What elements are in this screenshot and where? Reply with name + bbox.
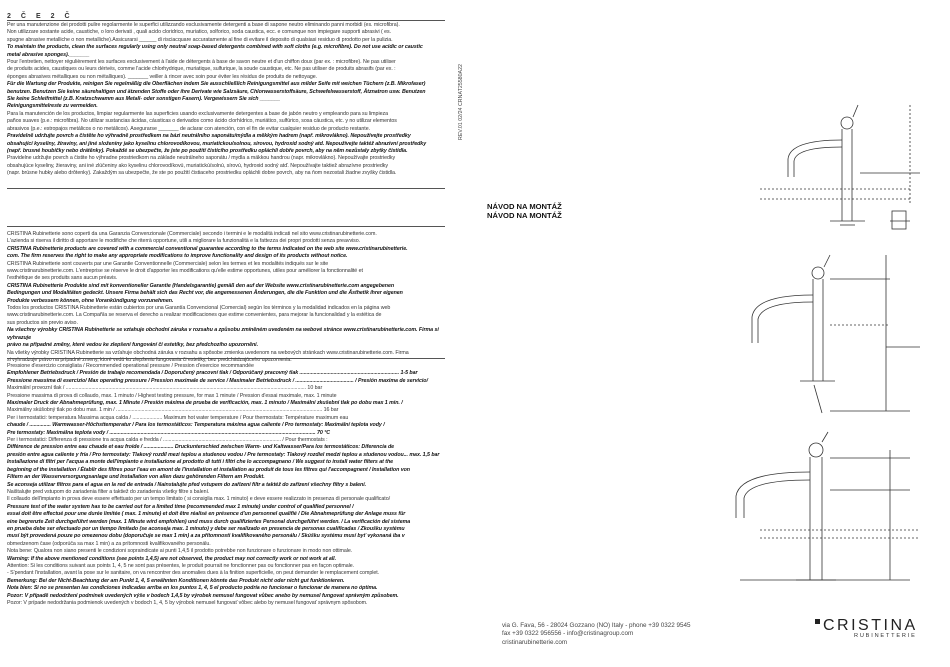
text-line: essai doit être effectué pour une durée limitée ( max. 1 minute) et doit être réalisé en présence d'un personnel qualifié / Die Abnahmeprüfung der Anlage muss für	[7, 511, 406, 518]
text-line: Bemerkung: Bei der Nicht-Beachtung der am Punkt 1, 4, 5 erwähnten Konditionen könnte das Produkt nicht oder nicht gut funktionieren.	[7, 577, 345, 584]
text-line: metal abrasive sponges)._______	[7, 51, 90, 58]
text-line: Pressure test of the water system has to be carried out for a limited time (recommended max 1 minute) under control of qualified personnel /	[7, 503, 354, 510]
revision-code: REV.01 02/24 CRNAT25580A22	[458, 64, 464, 140]
text-line: Se aconseja utilizar filtros para el agua en la red de entrada / Nainstalujte před vstupem do zařízení filtr a taktéž do zařízení všechny filtry s balení.	[7, 481, 367, 488]
specs-section	[7, 363, 445, 607]
text-line: Na všetky výrobky CRISTINA Rubinetterie sa vzťahuje obchodná záruka v rozsahu a spôsobe zmienka uvedenom na webových stránkach www.cristinarubinetterie.com. Firma	[7, 349, 409, 356]
fax-email-line: fax +39 0322 956556 - info@cristinagroup.com	[502, 630, 634, 638]
text-line: Maximální provozní tlak / ......................................................................................................................................................................... 10 bar	[7, 385, 323, 392]
text-line: obmedzenom čase (odporúča sa max 1 min) a za prítomnosti kvalifikovaného personálu.	[7, 540, 211, 547]
divider	[7, 188, 445, 189]
text-line: sus productos sin previo aviso.	[7, 319, 78, 326]
divider	[7, 226, 445, 227]
faucet-drawing-1	[760, 105, 920, 229]
header-mark: 2	[7, 13, 13, 20]
text-line: právo na případné změny, které vedou ke zlepšení fungování či estetiky, bez předchozího upozornění.	[7, 342, 259, 349]
text-line: Pour l'entretien, nettoyer régulièrement les surfaces exclusivement à l'aide de détergents à base de savon neutre et d'un chiffon doux (par ex. : microfibre). Ne pas utiliser	[7, 59, 396, 66]
text-line: CRISTINA Rubinetterie sont couverts par une Garantie Conventionnelle (Commerciale) selon les termes et les modalités indiqués sur le site	[7, 260, 329, 267]
title-line: NÁVOD NA MONTÁŽ	[487, 202, 562, 211]
text-line: presión entre agua caliente y fría / Pro termostaty: Tlakový rozdíl mezi teplou a studenou vodou / Pre termostaty: Tlakový rozdiel medzi teplou a studenou vodou... max. 1,5 bar	[7, 451, 440, 458]
maintenance-section	[7, 22, 445, 178]
text-line: obsahující kyseliny, žíraviny, ani jiné složeniny jako kyselinu chlorovodíkovou, muriatickou/solnou, sírovou, hydroxid sodný atd. Nepoužívejte taktéž abrazivní prostředky	[7, 140, 427, 147]
text-line: - S'pendant l'installation, avant la pose sur le sanitaire, on va rencontrer des anomalies dues à la finition superficielle, on peut demander le remplacement complet.	[7, 570, 380, 577]
text-line: Per i termostatici: temperatura Massima acqua calda / ..................... Maximum hot water temperature / Pour thermostats: Température maximum eau	[7, 414, 349, 421]
text-line: Produkte verbessern können, ohne Vorankündigung vorzunehmen.	[7, 297, 174, 304]
header-mark: 2	[50, 13, 57, 20]
divider	[7, 358, 445, 359]
header-mark: E	[35, 13, 43, 20]
text-line: Pravidelně udržujte povrch a čistěte ho výhradně prostředkem na bázi neutrálního saponátu/mýdla a měkkým hadrem (např. mikrovlákno). Nepoužívejte prostředky	[7, 133, 411, 140]
text-line: Para la manutención de los productos, limpiar regularmente las superficies usando exclusivamente detergentes a base de jabón neutro y empleando para su limpieza	[7, 110, 388, 117]
text-line: spugne abrasive metalliche o non metalliche).Assicurarsi ______ di risciacquare accuratamente al fine di evitare il deposito di qualsiasi residuo di prodotto per la pulizia.	[7, 36, 393, 43]
text-line: L'azienda si riserva il diritto di apportare le modifiche che riterrà opportune, utili a migliorare la funzionalità e la fattezza dei propri prodotti senza preavviso.	[7, 238, 361, 245]
faucet-drawing-2	[752, 255, 920, 413]
text-line: Bedingungen und Modalitäten gedeckt. Unsere Firma behält sich das Recht vor, die angemessenen Änderungen, die die Funktion und die Ästhetik ihrer eigenen	[7, 290, 403, 297]
text-line: Todos los productos CRISTINA Rubinetterie están cubiertos por una Garantía Convencional (Comercial) según los términos y la modalidad indicados en la página web	[7, 305, 391, 312]
address-line: via G. Fava, 56 - 28024 Gozzano (NO) Italy - phone +39 0322 9545	[502, 622, 691, 629]
text-line: www.cristinarubinetterie.com. L'entreprise se réserve le droit d'apporter les modifications qu'elle estime opportunes, utiles pour améliorer la fonctionnalité et	[7, 268, 363, 275]
text-line: Für die Wartung der Produkte, reinigen Sie regelmäßig die Oberflächen indem Sie ausschließlich Reinigungsmittel aus milder Seife mit weichen Tüchern (z.B. Mikrofaser)	[7, 81, 426, 88]
text-line: Pre termostaty: Maximálna teplota vody / ................................................................................................................................................. 70 °C	[7, 429, 331, 436]
text-line: Filtern an der Wasserversorgungsanlage und Installation von allen dazu gehörenden Filtern am Produkt.	[7, 474, 265, 481]
text-line: l'esthétique de ses produits sans aucun préavis.	[7, 275, 118, 282]
text-line: CRISTINA Rubinetterie sono coperti da una Garanzia Convenzionale (Commerciale) secondo i termini e le modalità indicati nel sito www.cristinarubinetterie.com.	[7, 231, 377, 237]
text-line: Na všechny výrobky CRISTINA Rubinetterie se vztahuje obchodní záruka v rozsahu a způsobu zmíněném uvedeném na webové stránce www.cristinarubinetterie.com. Firma si vyhrazuje	[7, 327, 439, 341]
text-line: beginning of the installation / Établir des filtres pour l'eau en amont de l'installation et installation au produit de tous les filtres qui l'accompagnent / Installation von	[7, 466, 410, 473]
text-line: www.cristinarubinetterie.com. La Compañía se reserva el derecho a realizar modificaciones que estime convenientes, para mejorar la funcionalidad y la estética de	[7, 312, 382, 319]
contact-info	[502, 622, 691, 647]
title-line: NÁVOD NA MONTÁŽ	[487, 211, 562, 220]
text-line: paños suaves (p.e.: microfibra). No utilizar sustancias ácidas, cáusticas o derivados como ácido clorhídrico, muriático, sulfúrico, sosa cáustica, etc. y no utilizar elementos	[7, 118, 397, 125]
text-line: musí být provedená pouze po omezenou dobu (doporučuje se max 1 min) a za přítomnosti kvalifikovaného personálu / Skúšku systému musí byť vykonaná iba v	[7, 533, 405, 540]
text-line: si vyhradzuje právo na prípadné zmeny, ktoré vedú ku zlepšeniu fungovania či estetiky, bez predchádzajúceho upozornenia.	[7, 356, 292, 363]
website-line: cristinarubinetterie.com	[502, 638, 568, 646]
text-line: Installazione di filtri per l'acqua a monte dell'impianto e installazione al prodotto di tutti i filtri che lo accompagnano / We suggest to install water filters at the	[7, 459, 394, 466]
header-mark: Č	[20, 13, 28, 20]
text-line: Il collaudo dell'impianto in prova deve essere effettuato per un tempo limitato ( si consiglia max. 1 minuto) e deve essere realizzato in presenza di personale qualificato/	[7, 496, 391, 503]
text-line: abrasivos (p.e.: estropajos metálicos o no metálicos). Asegurarse _______ de aclarar con atención, con el fin de evitar cualquier residuo de producto restante.	[7, 125, 371, 132]
text-line: Maximálny skúšobný tlak po dobu max. 1 min / ................................................................................................................................................. 16 bar	[7, 407, 339, 414]
text-line: Pressione d'esercizio consigliata / Recommended operational pressure / Pression d'exercice recommandée	[7, 363, 254, 369]
brand-logo	[815, 617, 918, 639]
text-line: chaude / ............... Warmwasser-Höchsttemperatur / Para los termostáticos: Temperatura máxima agua caliente / Pro termostaty: Maximální teplota vody /	[7, 422, 385, 429]
text-line: Attention: Si les conditions suivant aux points 1, 4, 5 ne sont pas présentes, le produit pourrait ne fonctionner pas ou fonctionner pas en façon optimale.	[7, 562, 355, 569]
text-line: Sie keine Schleifmittel (z.B. Kratzschwamm aus Metall- oder sonstigen Fasern). Vergewissern Sie sich _______	[7, 96, 281, 103]
text-line: CRISTINA Rubinetterie products are covered with a commercial conventional guarantee according to the terms indicated on the web site www.cristinarubinetterie.	[7, 245, 408, 252]
header-mark: Č	[64, 13, 72, 20]
text-line: Pozor: V případě nedodržení podmínek uvedených výše v bodech 1,4,5 by výrobek nemusel fungovat vůbec anebo by nemusel fungovat správným způsobem.	[7, 592, 399, 599]
text-line: benutzen. Benutzen Sie keine säurehaltigen und ätzenden Stoffe oder ihre Derivate wie Salzsäure, Chlorwasserstoffsäure, Schwefelwasserstoff, Ätznatron usw. Benutzen	[7, 88, 426, 95]
divider	[7, 20, 445, 21]
brand-name: CRISTINA	[823, 617, 918, 634]
text-line: Maximaler Druck der Abnahmeprüfung, max. 1 Minute / Presión máxima de prueba de verificación, max. 1 minuto / Maximální zkušební tlak po dobu max 1 min. /	[7, 400, 403, 407]
text-line: (napr. brúsne hubky alebo drôtenky). Zakaždým sa ubezpečte, že ste po použití čistiaceho prostriedku opláchli dobre povrch, aby na ňom nezostali žiadne zvyšky čistidla.	[7, 170, 397, 177]
faucet-drawing-3	[736, 432, 920, 580]
text-line: To maintain the products, clean the surfaces regularly using only neutral soap-based detergents combined with soft cloths (e.g. microfibre). Do not use acidic or caustic	[7, 44, 423, 51]
text-line: Naištalujte pred vstupom do zariadenia filter a taktiež do zariadenia všetky filtre s balení.	[7, 488, 210, 495]
text-line: Pozor: V prípade nedodržania podmienok uvedených v bodoch 1, 4, 5 by výrobok nemusel fungovať vôbec alebo by nemusel fungovať správnym spôsobom.	[7, 600, 368, 606]
text-line: en prueba debe ser efectuado por un tiempo limitado (se aconseja max. 1 minuto) y debe ser realizado en presencia de personas cualificadas / Zkoušku systému	[7, 525, 405, 532]
text-line: Nota bien: Si no se presentan las condiciones indicadas arriba en los puntos 1, 4, 5 el producto podría no funcionar o funcionar de manera no óptima.	[7, 585, 378, 592]
logo-square-icon	[815, 619, 820, 624]
warranty-section	[7, 231, 445, 364]
text-line: Per una manutenzione dei prodotti pulire regolarmente le superfici utilizzando esclusivamente detergenti a base di sapone neutro eliminando panni morbidi (es. microfibra).	[7, 22, 400, 28]
text-line: de produits acides, caustiques ou leurs dérivés, comme l'acide chlorhydrique, muriatique, sulfurique, la soude caustique, etc. Ne pas utiliser de produits abrasifs (par ex. :	[7, 66, 396, 73]
faucet-drawings	[590, 85, 930, 605]
text-line: Pressione massima di esercizio/ Max operating pressure / Pression maximale de service / Maximaler Betriebsdruck / ......................................... / Presión maxima de servicio/	[7, 377, 428, 384]
text-line: Pravidelne udržujte povrch a čistite ho výhradne prostriedkom na základe neutrálneho saponátu / mydla a mäkkou handrou (napr. mikrovlákno). Nepoužívajte prostriedky	[7, 155, 396, 162]
text-line: Différence de pression entre eau chaude et eau froide / ..................... Druckunterschied zwischen Warm- und Kaltwasser/Para los termostáticos: Diferencia de	[7, 444, 395, 451]
text-line: (např. brusné houbičky nebo drátěnky). Pokaždé se ubezpečte, že jste po použití čisticího prostředku opláchli dobře povrch, aby na něm nezůstaly zbytky čistidla.	[7, 147, 408, 154]
text-line: Reinigungsmittelreste zu vermeiden.	[7, 103, 98, 110]
text-line: CRISTINA Rubinetterie Produkte sind mit konventioneller Garantie (Handelsgarantie) gemäß den auf der Website www.cristinarubinetterie.com angegebenen	[7, 282, 395, 289]
page-title	[487, 202, 562, 220]
text-line: Empfohlener Betriebsdruck / Presión de trabajo recomendada / Doporučený pracovní tlak / Odporúčaný pracovný tlak ...................................................................... 1-5 bar	[7, 370, 418, 377]
text-line: Pressione massima di prova di collaudo, max. 1 minuto / Highest testing pressure, for max 1 minute / Pression d'essai maximale, max. 1 minute	[7, 392, 337, 399]
text-line: Per i termostatici: Differenza di pressione tra acqua calda e fredda / ................................................................................... / Pour thermostats :	[7, 437, 328, 444]
text-line: eine begrenzte Zeit durchgeführt werden (max. 1 Minute wird empfohlen) und muss durch qualifiziertes Personal durchgeführt werden. / La verificación del sistema	[7, 518, 411, 525]
text-line: Non utilizzare sostante acide, caustiche, o loro derivati , quali acido cloridrico, muriatico, solforico, soda caustica, ecc. e comunque non impiegare supporti abrasivi ( es.	[7, 29, 392, 36]
text-line: éponges abrasives métalliques ou non métalliques). _______ veiller à rincer avec soin pour éviter les résidus de produits de nettoyage.	[7, 73, 318, 80]
text-line: Nota bene: Qualora non siano presenti le condizioni sopraindicate ai punti 1,4,5 il prodotto potrebbe non funzionare o funzionare in modo non ottimale.	[7, 548, 353, 555]
header-marks	[7, 13, 80, 20]
text-line: obsahujúce kyseliny, žieraviny, ani iné zlúčeniny ako kyselinu chlorovodíkovú, muriatickú/solnú, sírovú, hydroxid sodný atď. Nepoužívajte taktiež abrazívne prostriedky	[7, 162, 388, 169]
text-line: com. The firm reserves the right to make any appropriate modifications to improve functionality and design of its products without notice.	[7, 253, 348, 260]
brand-subtitle: RUBINETTERIE	[854, 633, 917, 639]
text-line: Warning: If the above mentioned conditions (see points 1,4,5) are not observed, the product may not correctly work or not work at all.	[7, 555, 337, 562]
